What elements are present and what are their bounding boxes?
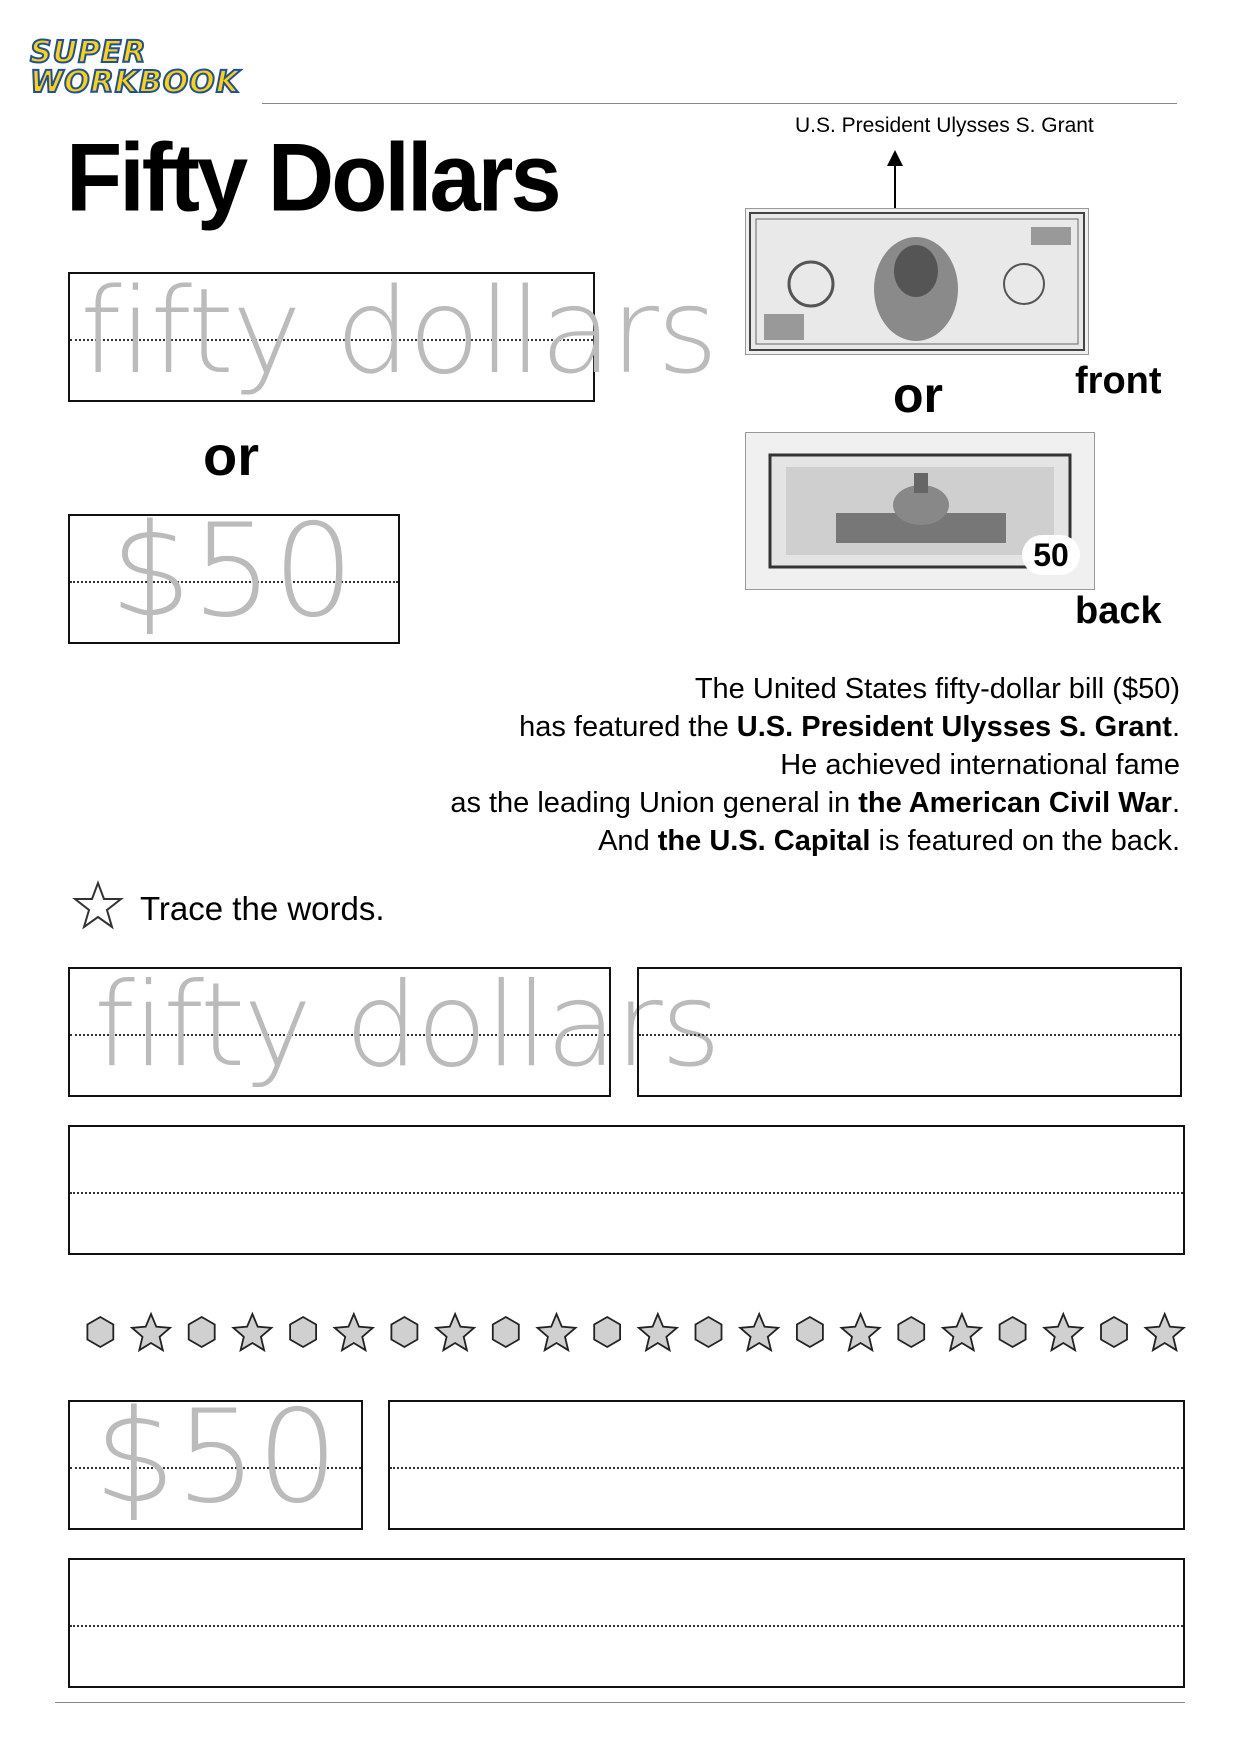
description-line: And the U.S. Capital is featured on the back. [598,825,1180,857]
hexagon-shape [189,1317,215,1347]
hexagon-shape [87,1317,113,1347]
bill-back-image [745,432,1095,590]
hexagon-shape [696,1317,722,1347]
guide-line [639,1034,1180,1036]
description-line: He achieved international fame [780,749,1180,781]
top-amount-trace: $50 [110,514,355,644]
star-shape [740,1314,778,1350]
hexagon-shape [797,1317,823,1347]
instruction-text: Trace the words. [140,890,385,927]
logo-line-2: WORKBOOK [30,65,241,100]
write-amount-box-2[interactable] [68,1558,1185,1688]
write-words-box-1[interactable] [637,967,1182,1097]
super-workbook-logo [30,35,260,108]
star-shape [233,1314,271,1350]
guide-line [70,1625,1183,1627]
back-label: back [1075,590,1162,632]
description-line: The United States fifty-dollar bill ($50) [694,673,1180,705]
or-text: or [203,424,259,487]
star-shape [538,1314,576,1350]
star-shape [132,1314,170,1350]
hexagon-shape [1000,1317,1026,1347]
back-denomination: 50 [1022,535,1080,575]
hexagon-shape [290,1317,316,1347]
bill-front-image [745,208,1089,355]
description-paragraph [280,670,1180,860]
star-shape [1044,1314,1082,1350]
page-title: Fifty Dollars [66,124,559,232]
star-shape [1146,1314,1184,1350]
star-icon [72,880,124,932]
star-shape [335,1314,373,1350]
star-shape [943,1314,981,1350]
write-words-box-2[interactable] [68,1125,1185,1255]
trace-amount-box[interactable] [68,1400,363,1530]
trace-amount-text: $50 [94,1400,339,1530]
hexagon-shape [1101,1317,1127,1347]
hexagon-shape [898,1317,924,1347]
write-amount-box-1[interactable] [388,1400,1185,1530]
hexagon-shape [493,1317,519,1347]
footer-rule [55,1702,1185,1703]
front-label: front [1075,360,1162,402]
portrait-label: U.S. President Ulysses S. Grant [795,114,1094,137]
hexagon-shape [594,1317,620,1347]
star-shape [842,1314,880,1350]
hexagon-shape [391,1317,417,1347]
top-amount-box[interactable] [68,514,400,644]
description-line: as the leading Union general in the American Civil War. [450,787,1180,819]
description-line: has featured the U.S. President Ulysses S. Grant. [519,711,1180,743]
trace-words-text: fifty dollars [94,958,720,1093]
star-shape [639,1314,677,1350]
decorative-border [75,1310,1190,1354]
guide-line [70,1192,1183,1194]
logo-line-1: SUPER [30,35,147,70]
guide-line [390,1467,1183,1469]
header-rule [262,103,1177,104]
star-shape [436,1314,474,1350]
top-words-trace: fifty dollars [80,262,717,400]
or-text: or [893,367,943,423]
